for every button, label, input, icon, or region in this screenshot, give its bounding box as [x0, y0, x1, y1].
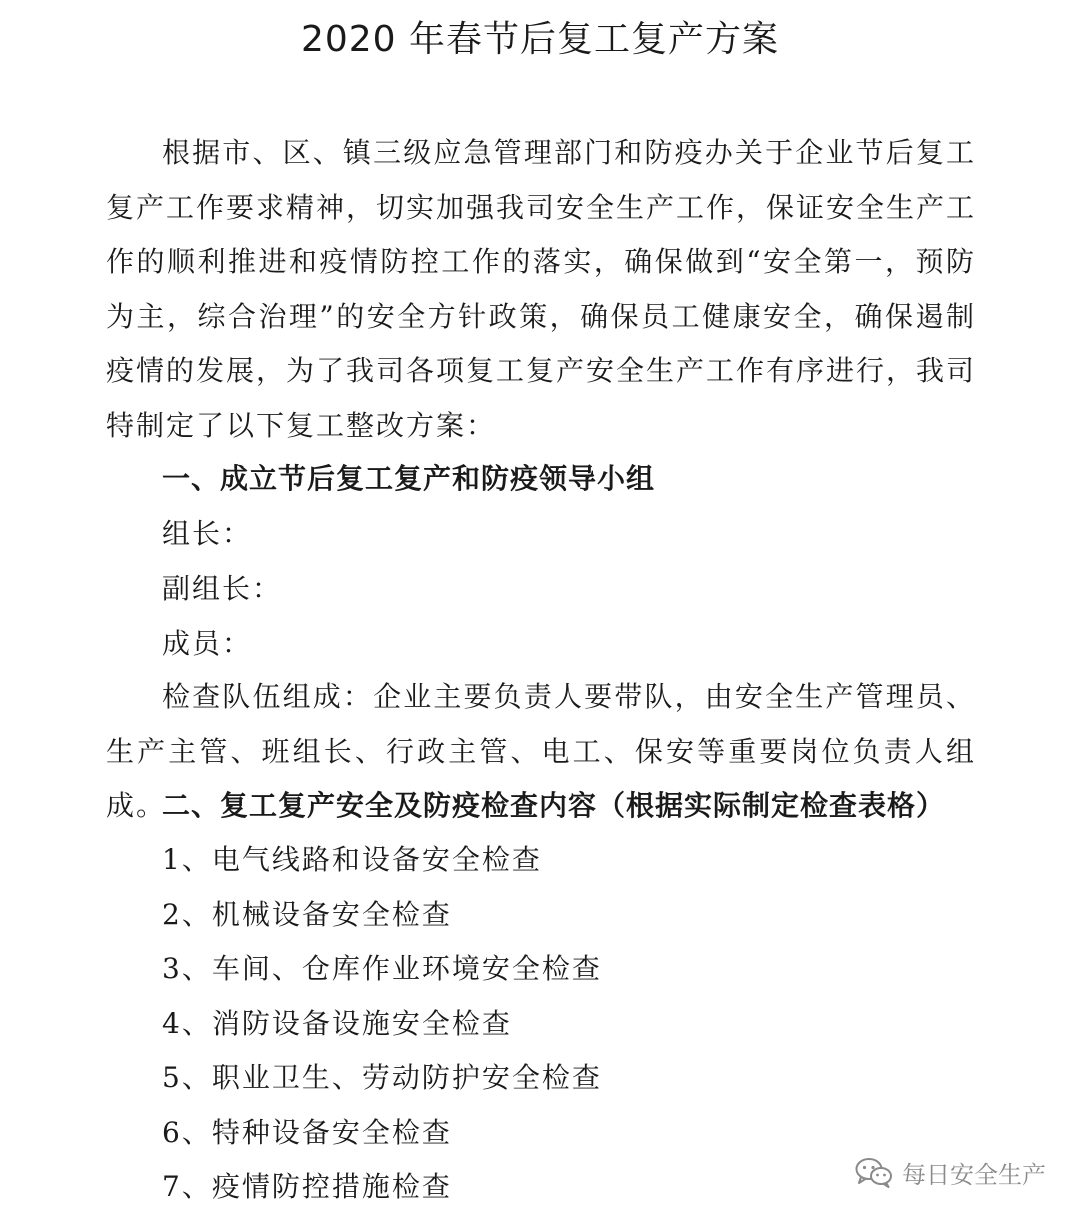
- inspection-team-paragraph: 检查队伍组成：企业主要负责人要带队，由安全生产管理员、生产主管、班组长、行政主管、电工、保安等重要岗位负责人组成。: [106, 680, 976, 822]
- list-item: 3、车间、仓库作业环境安全检查: [162, 952, 602, 985]
- watermark: [854, 1150, 1046, 1194]
- section-1-heading: 一、成立节后复工复产和防疫领导小组: [162, 462, 656, 495]
- deputy-leader-label: 副组长：: [162, 572, 283, 605]
- members-label: 成员：: [162, 627, 253, 660]
- section-2-heading: 二、复工复产安全及防疫检查内容（根据实际制定检查表格）: [162, 789, 946, 822]
- document-title: 2020 年春节后复工复产方案: [300, 19, 780, 60]
- intro-paragraph: 根据市、区、镇三级应急管理部门和防疫办关于企业节后复工复产工作要求精神，切实加强我司安全生产工作，保证安全生产工作的顺利推进和疫情防控工作的落实，确保做到“安全第一，预防为主，综合治理”的安全方针政策，确保员工健康安全，确保遏制疫情的发展，为了我司各项复工复产安全生产工作有序进行，我司特制定了以下复工整改方案：: [106, 136, 977, 442]
- list-item: 1、电气线路和设备安全检查: [162, 843, 542, 876]
- group-leader-label: 组长：: [162, 517, 253, 550]
- list-item: 7、疫情防控措施检查: [162, 1170, 452, 1203]
- list-item: 6、特种设备安全检查: [162, 1116, 452, 1149]
- list-item: 2、机械设备安全检查: [162, 898, 452, 931]
- list-item: 5、职业卫生、劳动防护安全检查: [162, 1061, 602, 1094]
- watermark-text: 每日安全生产: [902, 1160, 1046, 1189]
- wechat-icon: [854, 1156, 894, 1188]
- list-item: 4、消防设备设施安全检查: [162, 1007, 512, 1040]
